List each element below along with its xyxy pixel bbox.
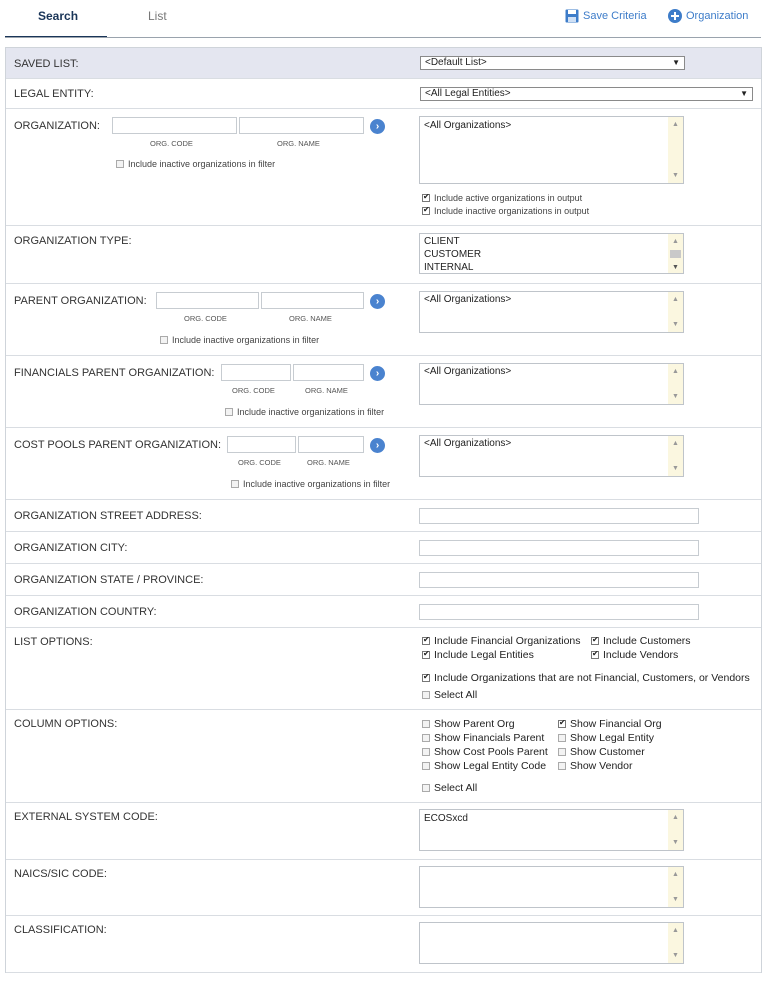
scroll-up-icon[interactable]: ▲ <box>672 871 679 878</box>
scroll-thumb[interactable] <box>670 250 681 258</box>
checkbox-label: Show Customer <box>570 746 645 758</box>
scroll-down-icon[interactable]: ▼ <box>672 264 679 271</box>
cost-pools-inactive-filter-checkbox[interactable] <box>231 479 390 489</box>
checkbox-box <box>591 637 599 645</box>
org-name-caption: ORG. NAME <box>277 139 320 148</box>
checkbox-label: Show Vendor <box>570 760 633 772</box>
tab-divider <box>5 37 761 38</box>
checkbox-box <box>558 734 566 742</box>
org-code-caption: ORG. CODE <box>238 458 281 467</box>
org-code-input[interactable] <box>112 117 237 134</box>
org-name-caption: ORG. NAME <box>289 314 332 323</box>
include-financial-orgs-checkbox[interactable] <box>422 635 581 647</box>
parent-organization-go-button[interactable] <box>370 294 385 309</box>
saved-list-label: SAVED LIST: <box>14 58 79 70</box>
checkbox-label: Include Legal Entities <box>434 649 534 661</box>
scroll-up-icon[interactable]: ▲ <box>672 927 679 934</box>
street-address-input[interactable] <box>419 508 699 524</box>
scroll-up-icon[interactable]: ▲ <box>672 814 679 821</box>
scroll-up-icon[interactable]: ▲ <box>672 238 679 245</box>
include-legal-entities-checkbox[interactable] <box>422 649 534 661</box>
chevron-right-icon: › <box>375 440 380 451</box>
org-code-caption: ORG. CODE <box>184 314 227 323</box>
include-vendors-checkbox[interactable] <box>591 649 678 661</box>
show-financial-org-checkbox[interactable] <box>558 718 662 730</box>
cost-pools-parent-row <box>6 428 761 500</box>
tab-bar <box>0 0 769 40</box>
checkbox-box <box>422 720 430 728</box>
cost-pools-parent-code-input[interactable] <box>227 436 296 453</box>
checkbox-box <box>116 160 124 168</box>
show-vendor-checkbox[interactable] <box>558 760 632 772</box>
organization-inactive-filter-checkbox[interactable] <box>116 159 275 169</box>
saved-list-value: <Default List> <box>425 57 487 68</box>
organization-go-button[interactable] <box>370 119 385 134</box>
scrollbar[interactable] <box>668 364 683 404</box>
column-options-row <box>6 710 761 803</box>
organization-type-listbox[interactable] <box>419 233 684 274</box>
show-cost-pools-parent-checkbox[interactable] <box>422 746 548 758</box>
tab-search[interactable]: Search <box>38 9 79 23</box>
chevron-right-icon: › <box>375 368 380 379</box>
financials-parent-listbox[interactable] <box>419 363 684 405</box>
inactive-output-checkbox[interactable] <box>422 206 589 216</box>
parent-org-name-input[interactable] <box>261 292 364 309</box>
show-financials-parent-checkbox[interactable] <box>422 732 544 744</box>
naics-sic-code-textarea[interactable] <box>419 866 684 908</box>
state-input[interactable] <box>419 572 699 588</box>
legal-entity-row <box>6 79 761 109</box>
country-input[interactable] <box>419 604 699 620</box>
city-row <box>6 532 761 564</box>
legal-entity-select[interactable] <box>420 87 753 101</box>
parent-organization-label: PARENT ORGANIZATION: <box>14 295 147 307</box>
floppy-disk-icon <box>565 9 579 23</box>
checkbox-label: Show Legal Entity Code <box>434 760 547 772</box>
checkbox-label: Show Financials Parent <box>434 732 545 744</box>
checkbox-box <box>225 408 233 416</box>
column-select-all-checkbox[interactable] <box>422 782 477 794</box>
classification-label: CLASSIFICATION: <box>14 924 107 936</box>
cost-pools-parent-go-button[interactable] <box>370 438 385 453</box>
checkbox-box <box>422 674 430 682</box>
checkbox-box <box>160 336 168 344</box>
organization-label: Organization <box>686 10 749 22</box>
organization-type-label: ORGANIZATION TYPE: <box>14 235 132 247</box>
legal-entity-label: LEGAL ENTITY: <box>14 88 94 100</box>
list-select-all-checkbox[interactable] <box>422 689 477 701</box>
financials-parent-code-input[interactable] <box>221 364 291 381</box>
naics-sic-code-label: NAICS/SIC CODE: <box>14 868 107 880</box>
city-input[interactable] <box>419 540 699 556</box>
city-label: ORGANIZATION CITY: <box>14 542 128 554</box>
list-item[interactable]: CLIENT <box>424 236 460 247</box>
parent-organization-row <box>6 284 761 356</box>
include-not-financial-checkbox[interactable] <box>422 672 750 684</box>
list-item[interactable]: CUSTOMER <box>424 249 482 260</box>
show-legal-entity-code-checkbox[interactable] <box>422 760 546 772</box>
save-criteria-label: Save Criteria <box>583 10 647 22</box>
financials-inactive-filter-checkbox[interactable] <box>225 407 384 417</box>
list-options-row <box>6 628 761 710</box>
checkbox-label: Select All <box>434 689 478 701</box>
saved-list-row <box>6 48 761 79</box>
organization-listbox[interactable] <box>419 116 684 184</box>
include-customers-checkbox[interactable] <box>591 635 691 647</box>
cost-pools-parent-label: COST POOLS PARENT ORGANIZATION: <box>14 439 221 451</box>
show-parent-org-checkbox[interactable] <box>422 718 515 730</box>
financials-parent-name-input[interactable] <box>293 364 364 381</box>
org-name-caption: ORG. NAME <box>307 458 350 467</box>
checkbox-box <box>422 748 430 756</box>
checkbox-label: Include Vendors <box>603 649 679 661</box>
checkbox-label: Include inactive organizations in filter <box>172 335 320 345</box>
list-item[interactable]: <All Organizations> <box>424 366 512 377</box>
scrollbar[interactable] <box>668 234 683 273</box>
parent-inactive-filter-checkbox[interactable] <box>160 335 319 345</box>
checkbox-label: Include Organizations that are not Financial, Customers, or Vendors <box>434 672 750 684</box>
state-row <box>6 564 761 596</box>
dropdown-arrow-icon: ▼ <box>740 89 748 98</box>
textarea-value: ECOSxcd <box>424 813 468 824</box>
column-options-label: COLUMN OPTIONS: <box>14 718 118 730</box>
plus-circle-icon <box>668 9 682 23</box>
org-name-caption: ORG. NAME <box>305 386 348 395</box>
list-options-label: LIST OPTIONS: <box>14 636 93 648</box>
checkbox-label: Show Cost Pools Parent <box>434 746 548 758</box>
scroll-up-icon[interactable]: ▲ <box>672 121 679 128</box>
checkbox-label: Include inactive organizations in filter <box>237 407 385 417</box>
checkbox-label: Show Legal Entity <box>570 732 655 744</box>
org-code-caption: ORG. CODE <box>150 139 193 148</box>
financials-parent-go-button[interactable] <box>370 366 385 381</box>
scrollbar[interactable] <box>668 436 683 476</box>
search-criteria-panel <box>5 47 762 973</box>
checkbox-box <box>422 207 430 215</box>
checkbox-box <box>558 762 566 770</box>
checkbox-box <box>422 194 430 202</box>
scrollbar[interactable] <box>668 292 683 332</box>
checkbox-label: Include Customers <box>603 635 691 647</box>
parent-organization-listbox[interactable] <box>419 291 684 333</box>
show-legal-entity-checkbox[interactable] <box>558 732 654 744</box>
org-name-input[interactable] <box>239 117 364 134</box>
scroll-down-icon[interactable]: ▼ <box>672 465 679 472</box>
legal-entity-value: <All Legal Entities> <box>425 88 511 99</box>
checkbox-label: Show Financial Org <box>570 718 662 730</box>
scroll-up-icon[interactable]: ▲ <box>672 440 679 447</box>
scroll-down-icon[interactable]: ▼ <box>672 172 679 179</box>
scroll-down-icon[interactable]: ▼ <box>672 896 679 903</box>
show-customer-checkbox[interactable] <box>558 746 645 758</box>
scroll-down-icon[interactable]: ▼ <box>672 321 679 328</box>
checkbox-box <box>422 637 430 645</box>
naics-sic-code-row <box>6 860 761 916</box>
list-item[interactable]: <All Organizations> <box>424 294 512 305</box>
scroll-down-icon[interactable]: ▼ <box>672 952 679 959</box>
checkbox-box <box>231 480 239 488</box>
country-row <box>6 596 761 628</box>
checkbox-box <box>591 651 599 659</box>
external-system-code-textarea[interactable] <box>419 809 684 851</box>
scrollbar[interactable] <box>668 117 683 183</box>
checkbox-box <box>422 651 430 659</box>
scroll-down-icon[interactable]: ▼ <box>672 839 679 846</box>
active-output-checkbox[interactable] <box>422 193 582 203</box>
financials-parent-row <box>6 356 761 428</box>
saved-list-select[interactable] <box>420 56 685 70</box>
external-system-code-label: EXTERNAL SYSTEM CODE: <box>14 811 158 823</box>
checkbox-box <box>422 762 430 770</box>
checkbox-label: Select All <box>434 782 478 794</box>
list-item[interactable]: <All Organizations> <box>424 120 512 131</box>
state-label: ORGANIZATION STATE / PROVINCE: <box>14 574 204 586</box>
organization-label: ORGANIZATION: <box>14 120 100 132</box>
checkbox-label: Show Parent Org <box>434 718 515 730</box>
org-code-caption: ORG. CODE <box>232 386 275 395</box>
financials-parent-label: FINANCIALS PARENT ORGANIZATION: <box>14 367 215 379</box>
parent-org-code-input[interactable] <box>156 292 259 309</box>
add-organization-button[interactable] <box>668 9 748 23</box>
dropdown-arrow-icon: ▼ <box>672 58 680 67</box>
checkbox-box <box>422 784 430 792</box>
checkbox-label: Include Financial Organizations <box>434 635 581 647</box>
checkbox-box <box>558 720 566 728</box>
country-label: ORGANIZATION COUNTRY: <box>14 606 157 618</box>
classification-textarea[interactable] <box>419 922 684 964</box>
chevron-right-icon: › <box>375 121 380 132</box>
street-address-label: ORGANIZATION STREET ADDRESS: <box>14 510 202 522</box>
scrollbar[interactable] <box>668 923 683 963</box>
organization-type-row <box>6 226 761 284</box>
scroll-up-icon[interactable]: ▲ <box>672 368 679 375</box>
checkbox-label: Include active organizations in output <box>434 193 583 203</box>
scrollbar[interactable] <box>668 810 683 850</box>
tab-list[interactable]: List <box>148 9 167 23</box>
scroll-down-icon[interactable]: ▼ <box>672 393 679 400</box>
classification-row <box>6 916 761 973</box>
external-system-code-row <box>6 803 761 860</box>
checkbox-box <box>558 748 566 756</box>
cost-pools-parent-name-input[interactable] <box>298 436 364 453</box>
checkbox-label: Include inactive organizations in filter <box>128 159 276 169</box>
list-item[interactable]: INTERNAL <box>424 262 474 273</box>
scrollbar[interactable] <box>668 867 683 907</box>
checkbox-label: Include inactive organizations in output <box>434 206 590 216</box>
save-criteria-button[interactable] <box>565 9 647 23</box>
scroll-up-icon[interactable]: ▲ <box>672 296 679 303</box>
organization-row <box>6 109 761 226</box>
street-address-row <box>6 500 761 532</box>
cost-pools-parent-listbox[interactable] <box>419 435 684 477</box>
chevron-right-icon: › <box>375 296 380 307</box>
checkbox-label: Include inactive organizations in filter <box>243 479 391 489</box>
checkbox-box <box>422 734 430 742</box>
list-item[interactable]: <All Organizations> <box>424 438 512 449</box>
checkbox-box <box>422 691 430 699</box>
